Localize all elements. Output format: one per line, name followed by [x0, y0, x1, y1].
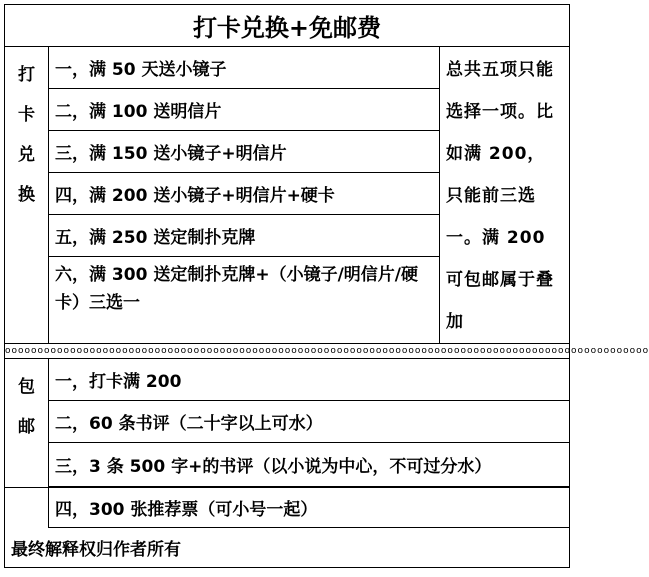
shipping-row-2: 二，60 条书评（二十字以上可水） [49, 401, 569, 443]
section-separator: ooooooooooooooooooooooooooooooooooooooooooooooooooooooooooooooooooooooooooooooooooooooooooooooooooo [5, 343, 569, 359]
table-title: 打卡兑换+免邮费 [5, 5, 569, 47]
footer-note: 最终解释权归作者所有 [11, 540, 181, 560]
exchange-note: 总共五项只能选择一项。比如满 200，只能前三选一。满 200 可包邮属于叠加 [439, 47, 569, 343]
exchange-side-label [5, 47, 49, 343]
shipping-side-label [5, 359, 49, 487]
exchange-row-3: 三，满 150 送小镜子+明信片 [49, 131, 439, 173]
empty-side-cell [5, 488, 49, 528]
side-char: 兑 [18, 145, 35, 165]
exchange-row-1: 一，满 50 天送小镜子 [49, 47, 439, 89]
rules-table [4, 4, 649, 568]
exchange-row-4: 四，满 200 送小镜子+明信片+硬卡 [49, 173, 439, 215]
exchange-row-5: 五，满 250 送定制扑克牌 [49, 215, 439, 257]
exchange-row-6: 六，满 300 送定制扑克牌+（小镜子/明信片/硬卡）三选一 [55, 265, 418, 313]
side-char: 换 [18, 185, 35, 205]
shipping-row-1: 一，打卡满 200 [49, 359, 569, 401]
side-char: 卡 [18, 105, 35, 125]
side-char: 邮 [18, 417, 35, 437]
side-char: 打 [18, 65, 35, 85]
shipping-row-3: 三，3 条 500 字+的书评（以小说为中心，不可过分水） [49, 443, 569, 487]
side-char: 包 [18, 377, 35, 397]
shipping-row-4: 四，300 张推荐票（可小号一起） [49, 488, 569, 528]
exchange-row-2: 二，满 100 送明信片 [49, 89, 439, 131]
